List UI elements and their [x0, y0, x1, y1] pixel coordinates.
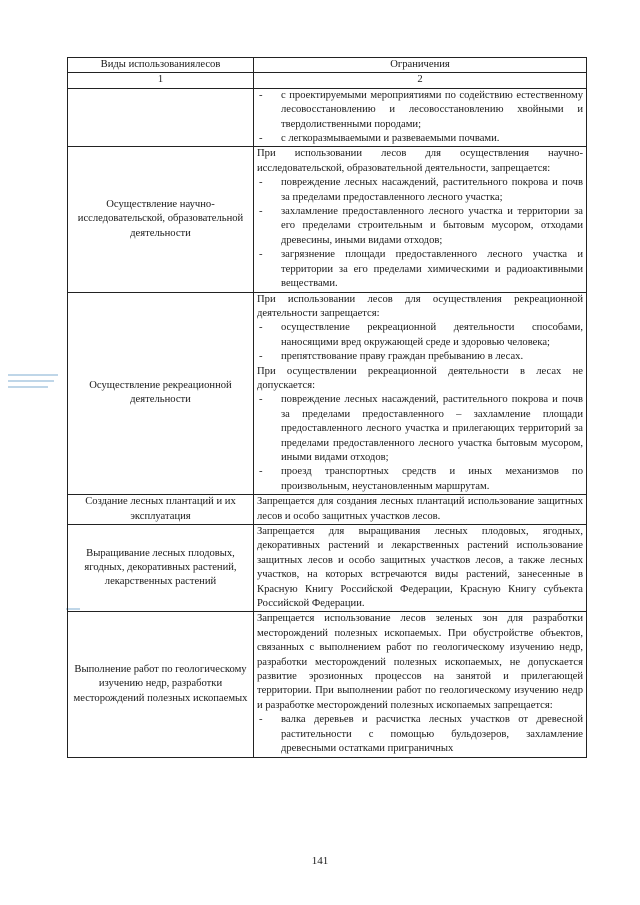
bullet-text: захламление предоставленного лесного участка и территории за его пределами строительным и бытовым мусором, отходами древесины, иными видами отходов; [281, 206, 583, 246]
bullet-item [257, 321, 583, 350]
bullet-item [257, 176, 583, 205]
table-header-row [68, 58, 587, 73]
page-number: 141 [311, 855, 329, 867]
usage-type-cell: Выполнение работ по геологическому изучению недр, разработки месторождений полезных ископаемых [68, 612, 254, 757]
table-row [68, 495, 587, 525]
bullet-text: валка деревьев и расчистка лесных участков от древесной растительности с помощью бульдозеров, захламление древесными остатками приграничных [281, 714, 583, 755]
table-column-number-row [68, 73, 587, 88]
table-row [68, 525, 587, 612]
usage-type-cell: Осуществление научно-исследовательской, образовательной деятельности [68, 147, 254, 292]
bullet-item [257, 393, 583, 465]
dash-bullet-icon: - [259, 322, 263, 334]
header-col-usage-types: Виды использованиялесов [68, 58, 254, 73]
column-number-1: 1 [68, 73, 254, 88]
bullet-item [257, 248, 583, 291]
bullet-text: проезд транспортных средств и иных механизмов по произвольным, неустановленным маршрутам. [281, 466, 583, 492]
table-row [68, 88, 587, 147]
usage-type-cell: Осуществление рекреационной деятельности [68, 292, 254, 495]
paragraph: Запрещается для создания лесных плантаций использование защитных лесов и особо защитных участков лесов. [257, 496, 583, 522]
paragraph: При использовании лесов для осуществления научно-исследовательской, образовательной деятельности, запрещается: [257, 148, 583, 174]
margin-mark [8, 374, 58, 376]
bullet-text: повреждение лесных насаждений, растительного покрова и почв за пределами предоставленного лесного участка; [281, 177, 583, 203]
restriction-cell [254, 88, 587, 147]
column-number-2: 2 [254, 73, 587, 88]
dash-bullet-icon: - [259, 177, 263, 189]
restriction-cell [254, 147, 587, 292]
bullet-text: осуществление рекреационной деятельности способами, наносящими вред окружающей среде и здоровью человека; [281, 322, 583, 348]
table-row [68, 147, 587, 292]
usage-type-cell: Создание лесных плантаций и их эксплуатация [68, 495, 254, 525]
bullet-item [257, 350, 583, 364]
bullet-text: повреждение лесных насаждений, растительного покрова и почв за пределами предоставленного – захламление площади предоставленного лесного участка и прилегающих территорий за пределами предоставленного лесного участка бытовым мусором, иными видами отходов; [281, 394, 583, 463]
restriction-cell [254, 525, 587, 612]
paragraph: При осуществлении рекреационной деятельности в лесах не допускается: [257, 365, 583, 391]
paragraph: Запрещается для выращивания лесных плодовых, ягодных, декоративных растений и лекарственных растений использование защитных лесов и особо защитных участков лесов, а также лесных участков, на которых встречаются виды растений, занесенные в Красную Книгу Российской Федерации, Красную Книгу субъекта Российской Федерации. [257, 526, 583, 610]
bullet-item [257, 465, 583, 494]
bullet-item [257, 205, 583, 248]
table-row [68, 612, 587, 757]
bullet-item [257, 89, 583, 132]
margin-mark [8, 386, 48, 388]
paragraph: Запрещается использование лесов зеленых зон для разработки месторождений полезных ископаемых. При обустройстве объектов, связанных с выполнением работ по геологическому изучению недр, разработки месторождений полезных ископаемых, не допускается развитие эрозионных процессов на занятой и прилегающей территории. При выполнении работ по геологическому изучению недр и разработке месторождений полезных ископаемых запрещается: [257, 613, 583, 711]
paragraph: При использовании лесов для осуществления рекреационной деятельности запрещается: [257, 293, 583, 319]
restrictions-table [67, 57, 587, 758]
bullet-item [257, 132, 583, 146]
restriction-cell [254, 612, 587, 757]
bullet-text: препятствование праву граждан пребыванию в лесах. [281, 351, 524, 363]
bullet-text: загрязнение площади предоставленного лесного участка и территории за его пределами химическими и радиоактивными веществами. [281, 249, 583, 290]
margin-mark [8, 380, 54, 382]
dash-bullet-icon: - [259, 89, 263, 101]
dash-bullet-icon: - [259, 394, 263, 406]
dash-bullet-icon: - [259, 466, 263, 478]
dash-bullet-icon: - [259, 714, 263, 726]
restriction-cell [254, 495, 587, 525]
dash-bullet-icon: - [259, 133, 263, 145]
usage-type-cell [68, 88, 254, 147]
bullet-text: с проектируемыми мероприятиями по содействию естественному лесовосстановлению и лесовосстановлению хвойными и твердолиственными породами; [281, 89, 583, 130]
header-col-restrictions: Ограничения [254, 58, 587, 73]
dash-bullet-icon: - [259, 206, 263, 218]
table-row [68, 292, 587, 495]
dash-bullet-icon: - [259, 249, 263, 261]
usage-type-cell: Выращивание лесных плодовых, ягодных, декоративных растений, лекарственных растений [68, 525, 254, 612]
bullet-text: с легкоразмываемыми и развеваемыми почвами. [281, 133, 500, 145]
restriction-cell [254, 292, 587, 495]
bullet-item [257, 713, 583, 756]
dash-bullet-icon: - [259, 351, 263, 363]
